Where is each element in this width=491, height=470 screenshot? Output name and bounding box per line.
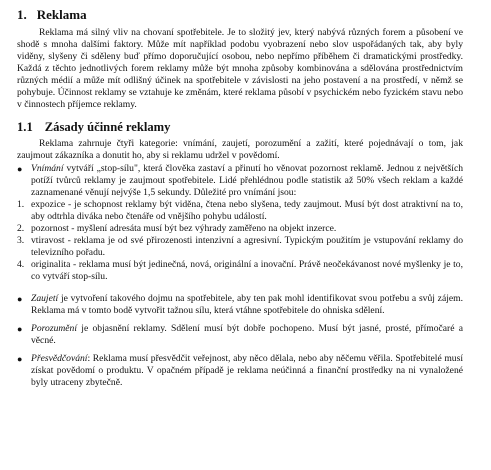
intro-paragraph: Reklama má silný vliv na chovaní spotřebitele. Je to složitý jev, který nabývá různých forem a působení ve shodě s mnoha dalšími faktory. Může mít například podobu vyobrazení nebo slov uspořádaných tak, aby byly viděny, slyšeny či sděleny buď přímo doporučující osobou, nebo nepřímo příběhem či dramatickými prostředky. Každá z těchto jednotlivých forem reklamy může být mnoha způsoby kombinována a sdělována prostřednictvím různých médií a může mít odlišný účinek na spotřebitele v závislosti na jeho postavení a na prostředí, v němž se pohybuje. Účinnost reklamy se vztahuje ke změnám, které reklama působí v psychickém nebo fyzickém stavu nebo v činnostech příjemce reklamy.: [17, 27, 463, 110]
bullet-icon: ●: [17, 294, 23, 304]
list-number: 1.: [17, 199, 25, 210]
term-interest: Zaujetí: [31, 293, 59, 304]
bullet-icon: ●: [17, 354, 23, 364]
list-item-text: pozornost - myšlení adresáta musí být bez výhrady zaměřeno na objekt inzerce.: [31, 223, 337, 234]
bullet-icon: ●: [17, 164, 23, 174]
list-number: 3.: [17, 235, 25, 246]
list-item: [17, 259, 463, 283]
section-title: Reklama: [36, 7, 87, 22]
bullet-text: je objasnění reklamy. Sdělení musí být dobře pochopeno. Musí být jasné, prosté, přímočaré a věcné.: [31, 323, 463, 346]
term-perception: Vnímání: [31, 163, 64, 174]
list-number: 4.: [17, 259, 25, 270]
subsection-number: 1.1: [17, 120, 33, 134]
spacer: [17, 283, 463, 292]
bullet-perception: [17, 163, 463, 199]
section-heading: [17, 7, 463, 22]
bullet-text: : Reklama musí přesvědčit veřejnost, aby něco dělala, nebo aby něčemu věřila. Spotřebitelé musí získat povědomí o produktu. V opačném případě je reklama neúčinná a finanční prostředky na ni vynaložené byly utraceny zbytečně.: [31, 353, 463, 388]
bullet-text: je vytvoření takového dojmu na spotřebitele, aby ten pak mohl identifikovat svou potřebu a svůj zájem. Reklama má v tomto bodě vytvořit tažnou sílu, která vtáhne spotřebitele do ohniska sdělení.: [31, 293, 463, 316]
bullet-text: vytváří „stop-sílu", která člověka zastaví a přinutí ho věnovat pozornost reklamě. Jednou z největších potíží tvůrců reklamy je zaujmout spotřebitele. Lidé přehlédnou podle statistik až 50% všech reklam a každé zaznamenané věnují nejvýše 1,5 sekundy. Důležité pro vnímání jsou:: [31, 163, 463, 198]
list-number: 2.: [17, 223, 25, 234]
list-item-text: originalita - reklama musí být jedinečná, nová, originální a inovační. Právě neočekávanost nové myšlenky je to, co vytváří stop-sílu.: [31, 259, 463, 282]
subsection-intro: Reklama zahrnuje čtyři kategorie: vnímání, zaujetí, porozumění a zažití, které pojednávají o tom, jak zaujmout zákazníka a donutit ho, aby si reklamu udržel v povědomí.: [17, 138, 463, 161]
list-item-text: expozice - je schopnost reklamy být viděna, čtena nebo slyšena, tedy zaujmout. Musí být dost atraktivní na to, aby odtrhla diváka nebo čtenáře od vnějšího pohybu událostí.: [31, 199, 463, 222]
list-item: [17, 235, 463, 259]
subsection-heading: [17, 120, 463, 134]
list-item-text: vtiravost - reklama je od své přirozenosti intenzivní a agresivní. Typickým použitím je vstupování reklamy do televizního pořadu.: [31, 235, 463, 258]
term-persuasion: Přesvědčování: [31, 353, 88, 364]
term-understanding: Porozumění: [31, 323, 78, 334]
section-number: 1.: [17, 7, 27, 22]
bullet-interest: [17, 293, 463, 317]
list-item: [17, 199, 463, 223]
subsection-title: Zásady účinné reklamy: [44, 120, 171, 134]
bullet-persuasion: [17, 353, 463, 389]
list-item: [17, 223, 463, 235]
bullet-icon: ●: [17, 324, 23, 334]
bullet-understanding: [17, 323, 463, 347]
